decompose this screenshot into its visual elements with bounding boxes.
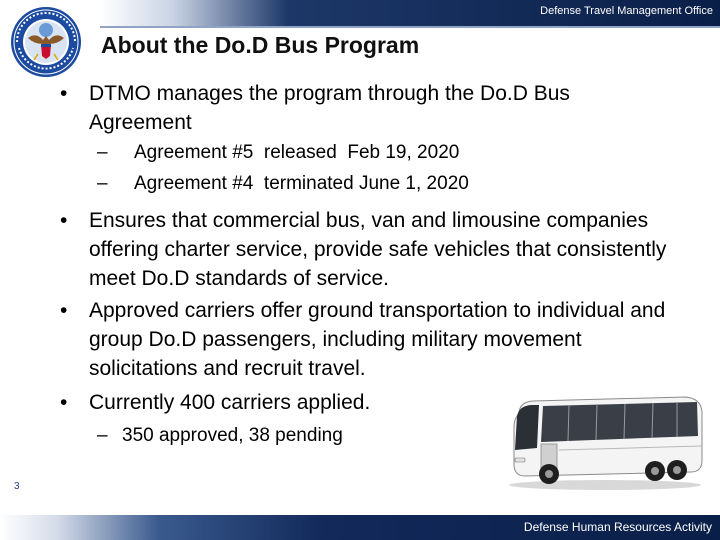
sub-bullet-text: Agreement #4 terminated June 1, 2020 — [134, 173, 469, 194]
footer-band — [0, 515, 720, 540]
bullet-glyph: • — [60, 82, 68, 105]
motor-coach-bus-image — [505, 392, 705, 492]
sub-bullet-text: Agreement #5 released Feb 19, 2020 — [134, 142, 460, 163]
page-number: 3 — [14, 481, 20, 492]
bullet-glyph: • — [60, 391, 68, 414]
sub-bullet-dash: – — [97, 425, 108, 446]
bullet-text: DTMO manages the program through the Do.D Bus Agreement — [89, 82, 570, 134]
header-office-label: Defense Travel Management Office — [540, 5, 713, 17]
bullet-text: Approved carriers offer ground transportation to individual and group Do.D passengers, including military movement solicitations and recruit travel. — [89, 299, 666, 380]
dod-seal-icon — [8, 4, 84, 80]
bullet-glyph: • — [60, 299, 68, 322]
bullet-text: Currently 400 carriers applied. — [89, 391, 371, 414]
sub-bullet-item — [97, 424, 343, 520]
sub-bullet-dash: – — [97, 142, 108, 163]
bullet-glyph: • — [60, 209, 68, 232]
footer-label: Defense Human Resources Activity — [523, 520, 712, 534]
header-rule — [100, 26, 720, 28]
slide-title: About the Do.D Bus Program — [101, 32, 420, 58]
sub-bullet-text: 350 approved, 38 pending — [122, 425, 343, 446]
header-band — [0, 0, 720, 26]
sub-bullet-dash: – — [97, 173, 108, 194]
bullet-text: Ensures that commercial bus, van and limousine companies offering charter service, provide safe vehicles that consistently meet Do.D standards of service. — [89, 209, 667, 290]
